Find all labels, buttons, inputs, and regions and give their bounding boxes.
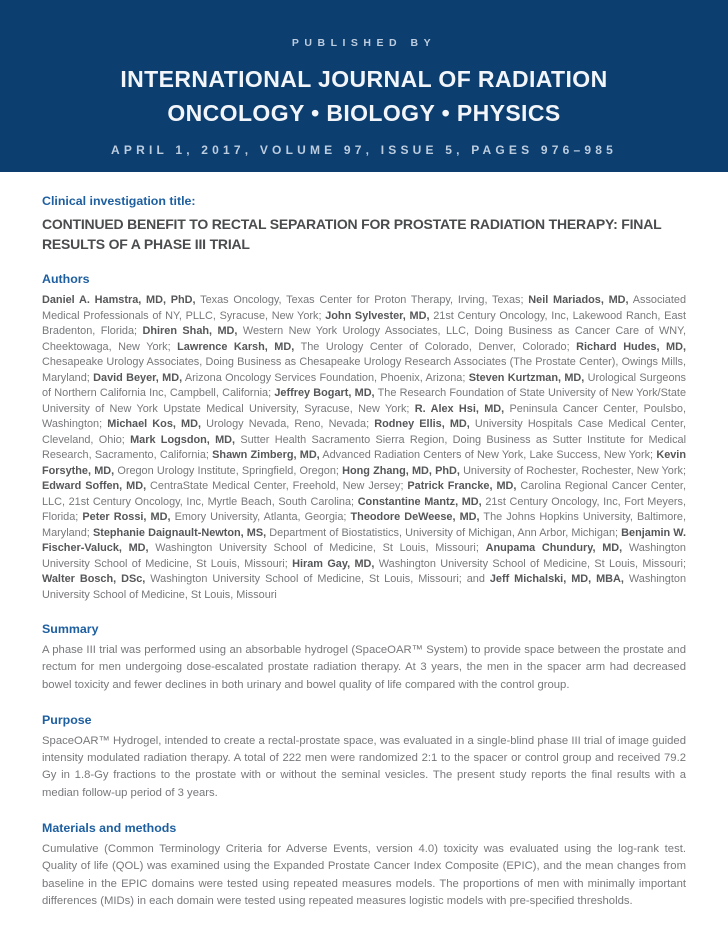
author-name: Steven Kurtzman, MD,	[468, 371, 585, 384]
author-name: David Beyer, MD,	[93, 371, 183, 384]
materials-methods-heading: Materials and methods	[42, 821, 177, 836]
journal-banner	[0, 0, 728, 172]
author-name: Constantine Mantz, MD,	[357, 495, 482, 508]
author-name: Neil Mariados, MD,	[528, 294, 629, 306]
author-name: Dhiren Shah, MD,	[142, 325, 238, 337]
author-name: Kevin Forsythe, MD,	[42, 449, 686, 477]
author-name: Jeff Michalski, MD, MBA,	[489, 573, 624, 585]
author-name: Stephanie Daignault-Newton, MS,	[92, 526, 267, 539]
author-name: Edward Soffen, MD,	[42, 480, 147, 492]
author-name: Rodney Ellis, MD,	[374, 418, 470, 430]
materials-methods-text: Cumulative (Common Terminology Criteria for Adverse Events, version 4.0) toxicity was evaluated using the log-rank test. Quality of life (QOL) was examined using the Expanded Prostate Cancer Index Composite (EPIC), and the mean changes from baseline in the EPIC domains were tested using repeated measures models. The proportions of men with minimally important differences (MIDs) in each domain were tested using repeated measures logistic models with pre-specified thresholds.	[42, 843, 686, 907]
author-name: Peter Rossi, MD,	[82, 511, 171, 523]
purpose-text: SpaceOAR™ Hydrogel, intended to create a rectal-prostate space, was evaluated in a single-blind phase III trial of image guided intensity modulated radiation therapy. A total of 222 men were randomized 2:1 to the spacer or control group and received 79.2 Gy in 1.8-Gy fractions to the prostate with or without the seminal vesicles. The present study reports the final results with a median follow-up period of 3 years.	[42, 734, 686, 799]
author-name: Benjamin W. Fischer-Valuck, MD,	[42, 526, 686, 554]
section-purpose	[42, 712, 686, 802]
authors-paragraph: Daniel A. Hamstra, MD, PhD, Texas Oncology, Texas Center for Proton Therapy, Irving, Texas; Neil Mariados, MD, Associated Medical Professionals of NY, PLLC, Syracuse, New York; John Sylvester, MD, 21st Century Oncology, Inc, Lakewood Ranch, East Bradenton, Florida; Dhiren Shah, MD, Western New York Urology Associates, LLC, Doing Business as Cancer Care of WNY, Cheektowaga, New York; Lawrence Karsh, MD, The Urology Center of Colorado, Denver, Colorado; Richard Hudes, MD, Chesapeake Urology Associates, Doing Business as Chesapeake Urology Research Associates (The Prostate Center), Owings Mills, Maryland; David Beyer, MD, Arizona Oncology Services Foundation, Phoenix, Arizona; Steven Kurtzman, MD, Urological Surgeons of Northern California Inc, Campbell, California; Jeffrey Bogart, MD, The Research Foundation of State University of New York/State University of New York Upstate Medical University, Syracuse, New York; R. Alex Hsi, MD, Peninsula Cancer Center, Poulsbo, Washington; Michael Kos, MD, Urology Nevada, Reno, Nevada; Rodney Ellis, MD, University Hospitals Case Medical Center, Cleveland, Ohio; Mark Logsdon, MD, Sutter Health Sacramento Sierra Region, Doing Business as Sutter Institute for Medical Research, Sacramento, California; Shawn Zimberg, MD, Advanced Radiation Centers of New York, Lake Success, New York; Kevin Forsythe, MD, Oregon Urology Institute, Springfield, Oregon; Hong Zhang, MD, PhD, University of Rochester, Rochester, New York; Edward Soffen, MD, CentraState Medical Center, Freehold, New Jersey; Patrick Francke, MD, Carolina Regional Cancer Center, LLC, 21st Century Oncology, Inc, Myrtle Beach, South Carolina; Constantine Mantz, MD, 21st Century Oncology, Inc, Fort Meyers, Florida; Peter Rossi, MD, Emory University, Atlanta, Georgia; Theodore DeWeese, MD, The Johns Hopkins University, Baltimore, Maryland; Stephanie Daignault-Newton, MS, Department of Biostatistics, University of Michigan, Ann Arbor, Michigan; Benjamin W. Fischer-Valuck, MD, Washington University School of Medicine, St Louis, Missouri; Anupama Chundury, MD, Washington University School of Medicine, St Louis, Missouri; Hiram Gay, MD, Washington University School of Medicine, St Louis, Missouri; Walter Bosch, DSc, Washington University School of Medicine, St Louis, Missouri; and Jeff Michalski, MD, MBA, Washington University School of Medicine, St Louis, Missouri	[42, 294, 687, 601]
author-name: Theodore DeWeese, MD,	[350, 511, 480, 523]
author-name: Patrick Francke, MD,	[407, 480, 517, 492]
journal-title-line2: ONCOLOGY • BIOLOGY • PHYSICS	[167, 100, 561, 126]
author-name: Shawn Zimberg, MD,	[212, 449, 320, 461]
journal-title	[120, 62, 607, 130]
author-name: Daniel A. Hamstra, MD, PhD,	[42, 294, 196, 306]
summary-heading: Summary	[42, 622, 99, 636]
article-abstract-content	[0, 193, 728, 910]
section-summary	[42, 621, 686, 694]
section-materials-methods	[42, 820, 686, 910]
article-title: CONTINUED BENEFIT TO RECTAL SEPARATION FOR PROSTATE RADIATION THERAPY: FINAL RESULTS OF A PHASE III TRIAL	[42, 216, 662, 252]
author-name: Hong Zhang, MD, PhD,	[342, 464, 460, 477]
author-name: John Sylvester, MD,	[325, 309, 430, 322]
purpose-heading: Purpose	[42, 712, 92, 727]
author-name: Mark Logsdon, MD,	[130, 433, 236, 446]
author-name: Anupama Chundury, MD,	[485, 542, 623, 554]
author-name: Lawrence Karsh, MD,	[177, 340, 295, 353]
published-by-label: PUBLISHED BY	[291, 37, 437, 49]
author-name: Hiram Gay, MD,	[292, 557, 375, 570]
author-name: Jeffrey Bogart, MD,	[274, 387, 375, 399]
author-name: R. Alex Hsi, MD,	[414, 402, 505, 415]
author-name: Richard Hudes, MD,	[576, 340, 686, 353]
journal-title-line1: INTERNATIONAL JOURNAL OF RADIATION	[120, 66, 608, 92]
author-name: Michael Kos, MD,	[107, 418, 201, 430]
authors-heading: Authors	[42, 272, 90, 286]
author-name: Walter Bosch, DSc,	[42, 573, 146, 585]
summary-text: A phase III trial was performed using an absorbable hydrogel (SpaceOAR™ System) to provide space between the prostate and rectum for men undergoing dose-escalated prostate radiation therapy. At 3 years, the men in the spacer arm had decreased bowel toxicity and fewer declines in both urinary and bowel quality of life compared with the control group.	[42, 644, 686, 691]
clinical-investigation-label: Clinical investigation title:	[42, 194, 196, 208]
issue-volume-pages-line: APRIL 1, 2017, VOLUME 97, ISSUE 5, PAGES 976–985	[111, 143, 617, 157]
